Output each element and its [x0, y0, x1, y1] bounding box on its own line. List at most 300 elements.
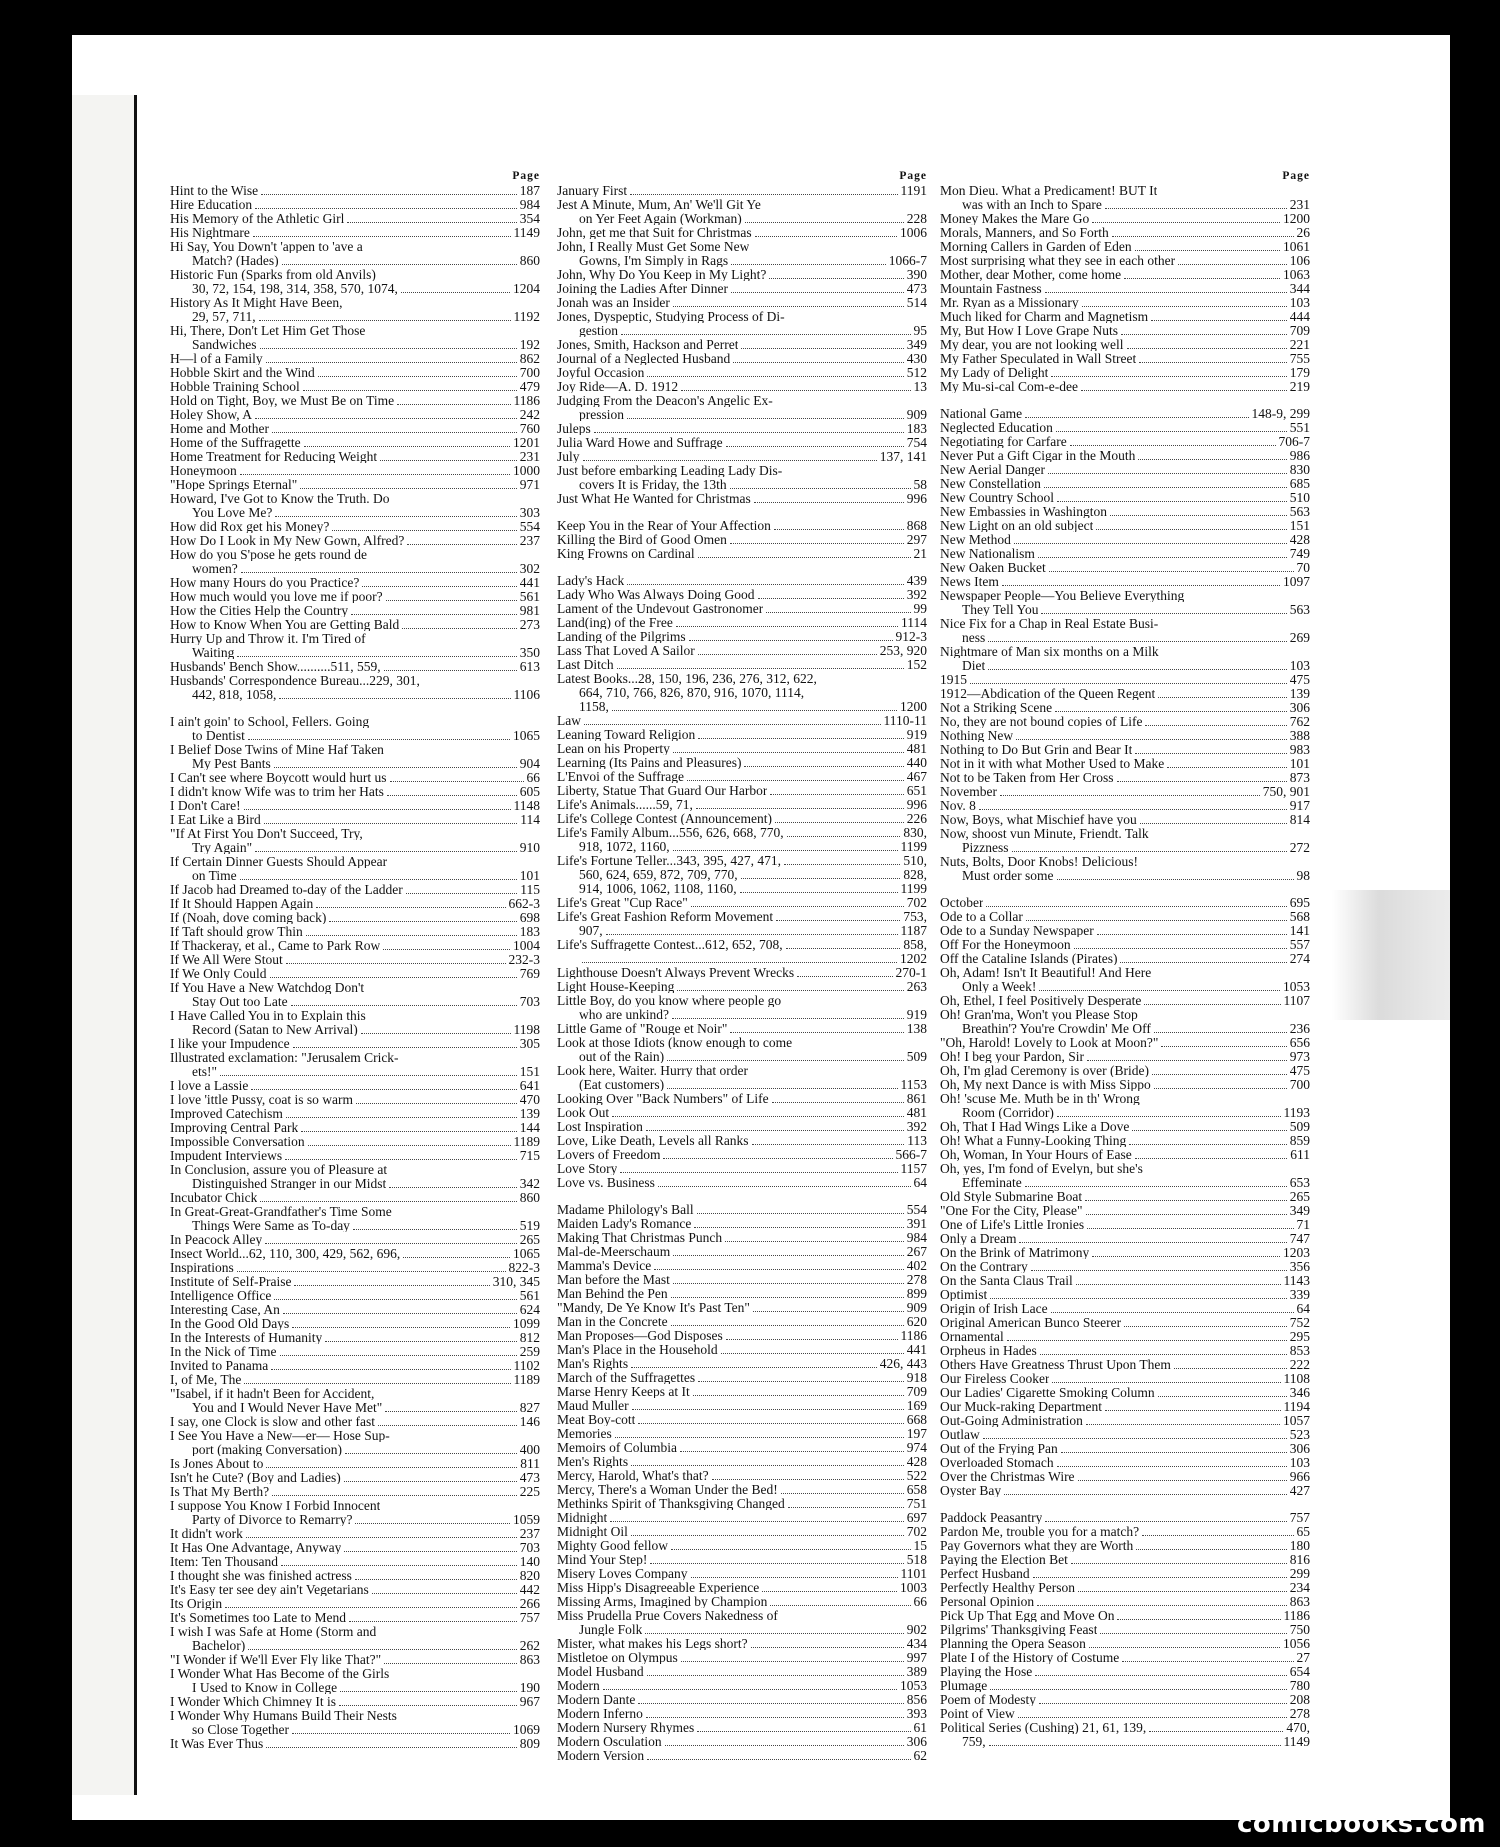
dot-leader: [1074, 948, 1287, 949]
entry-title: New Country School: [940, 490, 1054, 505]
entry-title: Playing the Hose: [940, 1664, 1033, 1679]
page-number: 509: [906, 1048, 927, 1064]
entry-title: Hi, There, Don't Let Him Get Those: [170, 323, 366, 338]
entry-title: New Aerial Danger: [940, 462, 1045, 477]
dot-leader: [658, 1186, 911, 1187]
index-entry: [940, 1288, 1310, 1302]
entry-title: I suppose You Know I Forbid Innocent: [170, 1498, 381, 1513]
index-entry: [940, 1665, 1310, 1679]
dot-leader: [631, 1535, 904, 1536]
page-number: 295: [1289, 1328, 1310, 1344]
entry-title: Man Proposes—God Disposes: [557, 1328, 723, 1343]
index-entry: [170, 1289, 540, 1303]
dot-leader: [1154, 1032, 1287, 1033]
entry-title: Hi Say, You Down't 'appen to 'ave a: [170, 239, 363, 254]
entry-title: ets!": [192, 1064, 218, 1079]
entry-title: Off For the Honeymoon: [940, 937, 1071, 952]
index-entry: [557, 1525, 927, 1539]
index-entry: [940, 1693, 1310, 1707]
page-number: 752: [1289, 1314, 1310, 1330]
dot-leader: [627, 584, 903, 585]
dot-leader: [1040, 1354, 1287, 1355]
dot-leader: [225, 1607, 517, 1608]
dot-leader: [1124, 1326, 1287, 1327]
page-number: 1149: [1283, 1733, 1310, 1749]
entry-title: I Belief Dose Twins of Mine Haf Taken: [170, 742, 384, 757]
dot-leader: [1025, 1186, 1287, 1187]
dot-leader: [318, 376, 517, 377]
page-number: 192: [519, 336, 540, 352]
dot-leader: [390, 781, 524, 782]
index-entry: [940, 1246, 1310, 1260]
entry-title: Record (Satan to New Arrival): [192, 1022, 358, 1037]
page-number: 1149: [513, 224, 540, 240]
entry-title: Hire Education: [170, 197, 253, 212]
index-entry: [940, 1456, 1310, 1470]
entry-title: Is That My Berth?: [170, 1484, 270, 1499]
index-entry: [557, 1036, 927, 1050]
index-entry: [170, 1135, 540, 1149]
entry-title: Mountain Fastness: [940, 281, 1042, 296]
index-entry-continuation: [170, 562, 540, 576]
index-entry: [170, 883, 540, 897]
index-entry: [557, 812, 927, 826]
entry-title: I See You Have a New—er— Hose Sup-: [170, 1428, 390, 1443]
page-number: 566-7: [895, 1146, 927, 1162]
page-number: 518: [906, 1551, 927, 1567]
entry-title: John, get me that Suit for Christmas: [557, 225, 752, 240]
index-entry: [940, 1134, 1310, 1148]
dot-leader: [272, 432, 517, 433]
entry-title: King Frowns on Cardinal: [557, 546, 695, 561]
index-entry-continuation: [557, 700, 927, 714]
index-entry: [170, 226, 540, 240]
dot-leader: [654, 1269, 903, 1270]
page-number: 1148: [513, 797, 540, 813]
dot-leader: [253, 236, 511, 237]
entry-title: Pardon Me, trouble you for a match?: [940, 1524, 1140, 1539]
index-entry: [940, 1218, 1310, 1232]
page-number: 1000: [513, 462, 540, 478]
dot-leader: [606, 934, 898, 935]
previous-page-edge: [72, 95, 137, 1795]
index-entry: [170, 1205, 540, 1219]
entry-title: "I Wonder if We'll Ever Fly like That?": [170, 1652, 382, 1667]
index-entry: [557, 574, 927, 588]
dot-leader: [681, 1661, 904, 1662]
entry-title: 560, 624, 659, 872, 709, 770,: [579, 867, 738, 882]
index-entry: [557, 938, 927, 952]
dot-leader: [687, 780, 904, 781]
index-entry: [940, 1148, 1310, 1162]
page-number: 1108: [1283, 1370, 1310, 1386]
dot-leader: [1045, 292, 1287, 293]
entry-title: I wish I was Safe at Home (Storm and: [170, 1624, 377, 1639]
index-entry: [940, 1358, 1310, 1372]
index-entry: [557, 226, 927, 240]
index-entry-continuation: [170, 310, 540, 324]
dot-leader: [697, 1213, 904, 1214]
index-entry: [940, 1260, 1310, 1274]
page-number: 514: [906, 294, 927, 310]
entry-title: Only a Week!: [962, 979, 1037, 994]
entry-title: My, But How I Love Grape Nuts: [940, 323, 1118, 338]
index-entry: [557, 1064, 927, 1078]
index-entry: [557, 450, 927, 464]
dot-leader: [1120, 962, 1286, 963]
index-entry: [557, 1497, 927, 1511]
dot-leader: [1122, 1661, 1293, 1662]
index-entry: [170, 380, 540, 394]
index-entry: [940, 827, 1310, 841]
entry-title: Bachelor): [192, 1638, 246, 1653]
dot-leader: [285, 1159, 517, 1160]
entry-title: Illustrated exclamation: "Jerusalem Crick-: [170, 1050, 399, 1065]
entry-title: Home Treatment for Reducing Weight: [170, 449, 378, 464]
page-number: 863: [1289, 1593, 1310, 1609]
page-number: 755: [1289, 350, 1310, 366]
index-entry: [940, 449, 1310, 463]
dot-leader: [673, 850, 898, 851]
entry-title: Jones, Dyspeptic, Studying Process of Di-: [557, 309, 785, 324]
index-entry: [557, 1455, 927, 1469]
page-number: 273: [519, 616, 540, 632]
dot-leader: [1178, 264, 1287, 265]
page-number: 115: [520, 881, 540, 897]
dot-leader: [1039, 990, 1280, 991]
index-entry: [170, 743, 540, 757]
entry-title: Mamma's Device: [557, 1258, 652, 1273]
entry-title: out of the Rain): [579, 1049, 665, 1064]
page-number: 668: [906, 1411, 927, 1427]
page-number: 912-3: [895, 628, 927, 644]
entry-title: I ain't goin' to School, Fellers. Going: [170, 714, 370, 729]
index-entry: [940, 226, 1310, 240]
index-entry-continuation: [170, 1023, 540, 1037]
entry-title: I Wonder Which Chimney It is: [170, 1694, 337, 1709]
index-entry-continuation: [170, 506, 540, 520]
entry-title: Our Ladies' Cigarette Smoking Column: [940, 1385, 1155, 1400]
index-entry: [940, 1679, 1310, 1693]
page-number: 278: [906, 1271, 927, 1287]
entry-title: Look here, Waiter. Hurry that order: [557, 1063, 748, 1078]
dot-leader: [1136, 1549, 1287, 1550]
dot-leader: [671, 1549, 911, 1550]
dot-leader: [784, 864, 900, 865]
index-entry: [170, 1373, 540, 1387]
index-entry: [940, 477, 1310, 491]
dot-leader: [983, 1438, 1287, 1439]
dot-leader: [745, 222, 904, 223]
entry-title: Modern Dante: [557, 1692, 636, 1707]
page-number: 479: [519, 378, 540, 394]
entry-title: 29, 57, 711,: [192, 309, 256, 324]
page-number: 1066-7: [888, 252, 927, 268]
page-number: 440: [906, 754, 927, 770]
page-number: 760: [519, 420, 540, 436]
index-entry: [557, 770, 927, 784]
index-entry-continuation: [557, 686, 927, 700]
entry-title: Oh, Adam! Isn't It Beautiful! And Here: [940, 965, 1152, 980]
entry-title: Husbands' Bench Show..........511, 559,: [170, 659, 381, 674]
dot-leader: [1124, 278, 1280, 279]
entry-title: Newspaper People—You Believe Everything: [940, 588, 1185, 603]
index-entry-continuation: [170, 995, 540, 1009]
page-number: 709: [906, 1383, 927, 1399]
index-entry: [940, 924, 1310, 938]
index-entry: [170, 827, 540, 841]
index-entry: [557, 1245, 927, 1259]
entry-title: Personal Opinion: [940, 1594, 1035, 1609]
dot-leader: [665, 1745, 904, 1746]
dot-leader: [584, 724, 881, 725]
index-entry: [170, 1275, 540, 1289]
dot-leader: [279, 698, 510, 699]
dot-leader: [677, 990, 903, 991]
index-entry-continuation: [940, 1022, 1310, 1036]
index-entry: [170, 1667, 540, 1681]
entry-title: Madame Philology's Ball: [557, 1202, 694, 1217]
entry-title: Mother, dear Mother, come home: [940, 267, 1122, 282]
page-number: 392: [906, 586, 927, 602]
dot-leader: [733, 362, 904, 363]
page-number: 99: [913, 600, 927, 616]
index-entry: [940, 184, 1310, 198]
page-number: 473: [519, 1469, 540, 1485]
entry-title: Distinguished Stranger in our Midst: [192, 1176, 387, 1191]
index-entry: [940, 352, 1310, 366]
entry-title: Mistletoe on Olympus: [557, 1650, 678, 1665]
page-number: 809: [519, 1735, 540, 1751]
index-entry: [170, 1303, 540, 1317]
index-entry: [557, 630, 927, 644]
entry-title: 1158,: [579, 699, 609, 714]
index-entry-continuation: [170, 1513, 540, 1527]
index-entry-continuation: [557, 1623, 927, 1637]
dot-leader: [647, 376, 903, 377]
index-entry: [170, 1471, 540, 1485]
page-number: 557: [1289, 936, 1310, 952]
dot-leader: [673, 306, 904, 307]
page-number: 441: [519, 574, 540, 590]
page-number: 862: [519, 350, 540, 366]
dot-leader: [726, 1339, 898, 1340]
entry-title: Perfectly Healthy Person: [940, 1580, 1075, 1595]
dot-leader: [645, 1633, 903, 1634]
index-entry: [557, 1469, 927, 1483]
index-entry: [940, 1511, 1310, 1525]
page-number: 1200: [900, 698, 927, 714]
page-number: 1065: [513, 1245, 540, 1261]
dot-leader: [753, 1311, 904, 1312]
entry-title: I love 'ittle Pussy, coat is so warm: [170, 1092, 354, 1107]
page-number: 702: [906, 1523, 927, 1539]
index-entry: [557, 184, 927, 198]
page-number: 695: [1289, 894, 1310, 910]
index-entry: [557, 1343, 927, 1357]
page-number: 114: [520, 811, 540, 827]
dot-leader: [266, 362, 517, 363]
page-number: 346: [1289, 1384, 1310, 1400]
entry-title: Oyster Bay: [940, 1483, 1002, 1498]
entry-title: Our Fireless Cooker: [940, 1371, 1050, 1386]
dot-leader: [304, 446, 510, 447]
entry-title: 664, 710, 766, 826, 870, 916, 1070, 1114,: [579, 685, 805, 700]
dot-leader: [1158, 697, 1287, 698]
index-entry: [557, 519, 927, 533]
page-number: 641: [519, 1077, 540, 1093]
index-entry: [170, 520, 540, 534]
dot-leader: [990, 1689, 1287, 1690]
dot-leader: [294, 1285, 489, 1286]
page-number: 1193: [1283, 1104, 1310, 1120]
dot-leader: [1127, 348, 1287, 349]
index-entry: [557, 1441, 927, 1455]
dot-leader: [1121, 334, 1287, 335]
entry-title: Oh! I beg your Pardon, Sir: [940, 1049, 1084, 1064]
entry-title: Invited to Panama: [170, 1358, 269, 1373]
page-number: 749: [1289, 545, 1310, 561]
entry-title: Isn't he Cute? (Boy and Ladies): [170, 1470, 341, 1485]
entry-title: You Love Me?: [192, 505, 273, 520]
index-entry: [557, 1273, 927, 1287]
dot-leader: [672, 1018, 904, 1019]
entry-title: Over the Christmas Wire: [940, 1469, 1075, 1484]
entry-title: was with an Inch to Spare: [962, 197, 1102, 212]
index-entry: [940, 966, 1310, 980]
index-entry: [170, 198, 540, 212]
index-entry: [940, 1204, 1310, 1218]
index-entry: [557, 728, 927, 742]
dot-leader: [646, 1717, 904, 1718]
page-number: 967: [519, 1693, 540, 1709]
page-number: 138: [906, 1020, 927, 1036]
entry-title: Plumage: [940, 1678, 988, 1693]
index-entry-continuation: [557, 1008, 927, 1022]
page-number: 140: [519, 1553, 540, 1569]
page-number: 144: [519, 1119, 540, 1135]
dot-leader: [786, 948, 901, 949]
dot-leader: [989, 1745, 1281, 1746]
entry-title: Love vs. Business: [557, 1175, 655, 1190]
entry-title: Mal-de-Meerschaum: [557, 1244, 671, 1259]
entry-title: Jonah was an Insider: [557, 295, 670, 310]
index-entry: [170, 1499, 540, 1513]
entry-title: Miss Prudella Prue Covers Nakedness of: [557, 1608, 778, 1623]
entry-title: Oh, Ethel, I feel Positively Desperate: [940, 993, 1142, 1008]
page-number: 812: [519, 1329, 540, 1345]
dot-leader: [769, 278, 903, 279]
entry-title: Ode to a Sunday Newspaper: [940, 923, 1094, 938]
letter-group-gap: [170, 702, 540, 715]
entry-title: Lady Who Was Always Doing Good: [557, 587, 755, 602]
entry-title: on Time: [192, 868, 237, 883]
page-number: 139: [1289, 685, 1310, 701]
index-entry-continuation: [940, 1735, 1310, 1749]
index-entry: [940, 729, 1310, 743]
page-number: 106: [1289, 252, 1310, 268]
index-entry: [940, 896, 1310, 910]
dot-leader: [274, 1299, 516, 1300]
dot-leader: [353, 1229, 517, 1230]
entry-title: Nov. 8: [940, 798, 976, 813]
index-entry: [170, 813, 540, 827]
index-entry: [557, 1427, 927, 1441]
entry-title: Only a Dream: [940, 1231, 1017, 1246]
page-number: 750: [1289, 1621, 1310, 1637]
dot-leader: [1092, 1256, 1280, 1257]
page-number: 349: [906, 336, 927, 352]
entry-title: (Eat customers): [579, 1077, 665, 1092]
page-number: 442: [519, 1581, 540, 1597]
page-number: 274: [1289, 950, 1310, 966]
entry-title: Oh! What a Funny-Looking Thing: [940, 1133, 1127, 1148]
page-number: 222: [1289, 1356, 1310, 1372]
dot-leader: [325, 1341, 517, 1342]
dot-leader: [220, 1075, 517, 1076]
dot-leader: [582, 962, 897, 963]
index-entry: [170, 855, 540, 869]
dot-leader: [407, 544, 516, 545]
index-entry: [557, 1553, 927, 1567]
entry-title: ness: [962, 630, 986, 645]
entry-title: Point of View: [940, 1706, 1015, 1721]
index-entry: [170, 939, 540, 953]
page-number: 1201: [513, 434, 540, 450]
page-number: 658: [906, 1481, 927, 1497]
page-number: 971: [519, 476, 540, 492]
entry-title: Hobble Training School: [170, 379, 300, 394]
index-entry: [557, 1231, 927, 1245]
page-number: 441: [906, 1341, 927, 1357]
index-entry: [940, 435, 1310, 449]
page-number: 183: [906, 420, 927, 436]
page-number: 1194: [1283, 1398, 1310, 1414]
index-entry: [940, 268, 1310, 282]
dot-leader: [1135, 1158, 1287, 1159]
dot-leader: [1117, 1619, 1280, 1620]
index-entry: [170, 366, 540, 380]
page-number: 568: [1289, 908, 1310, 924]
index-entry: [170, 422, 540, 436]
entry-title: Never Put a Gift Cigar in the Mouth: [940, 448, 1136, 463]
entry-title: Maiden Lady's Romance: [557, 1216, 692, 1231]
dot-leader: [1035, 1675, 1287, 1676]
index-entry-continuation: [557, 924, 927, 938]
page-number: 1153: [900, 1076, 927, 1092]
index-entry: [170, 1051, 540, 1065]
dot-leader: [281, 1565, 517, 1566]
page-number: 64: [1296, 1300, 1310, 1316]
entry-title: Our Muck-raking Department: [940, 1399, 1102, 1414]
entry-title: October: [940, 895, 984, 910]
index-entry: [557, 1371, 927, 1385]
dot-leader: [283, 1313, 517, 1314]
entry-title: Keep You in the Rear of Your Affection: [557, 518, 771, 533]
dot-leader: [1151, 320, 1287, 321]
index-entry: [170, 660, 540, 674]
page-number: 986: [1289, 447, 1310, 463]
index-entry-continuation: [170, 688, 540, 702]
page-number: 653: [1289, 1174, 1310, 1190]
dot-leader: [758, 598, 904, 599]
dot-leader: [612, 710, 897, 711]
dot-leader: [770, 794, 903, 795]
index-entry: [940, 1120, 1310, 1134]
dot-leader: [1154, 1088, 1287, 1089]
index-entry: [940, 785, 1310, 799]
page-number: 71: [1296, 1216, 1310, 1232]
